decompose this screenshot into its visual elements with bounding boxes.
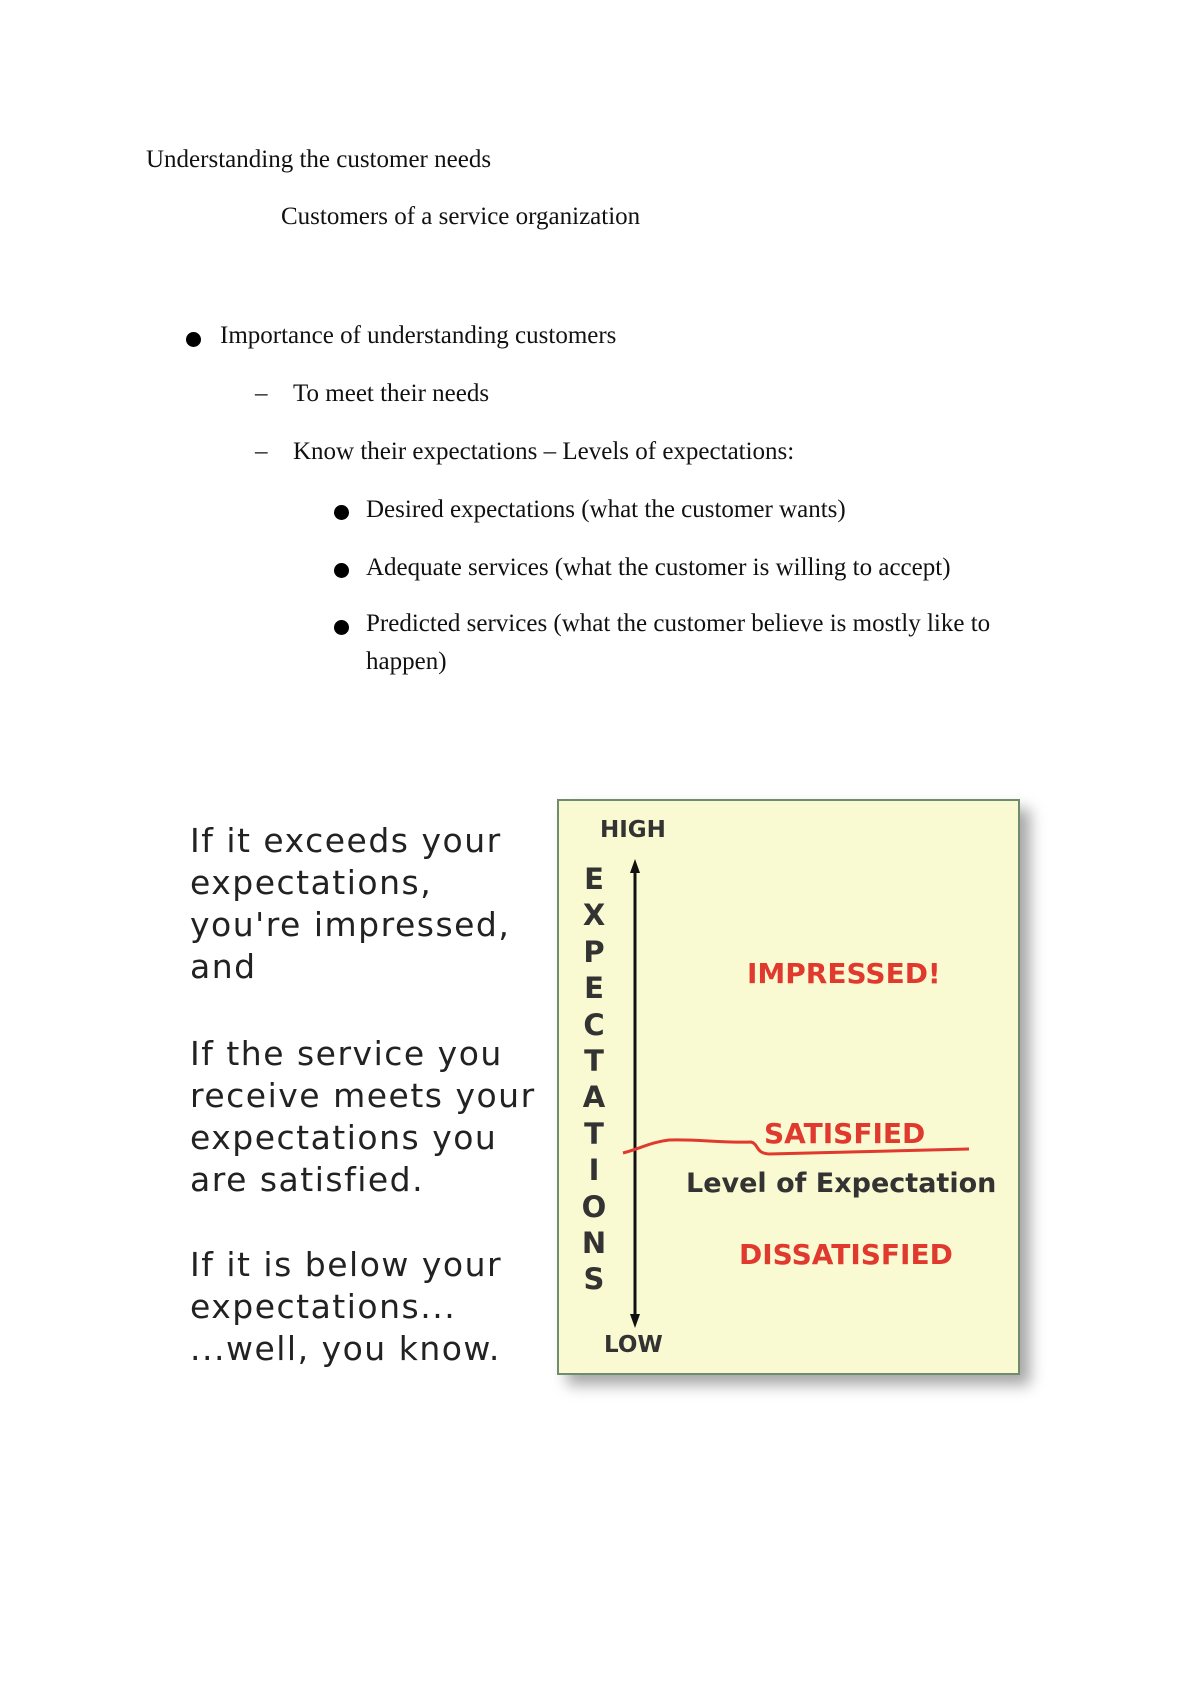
- axis-letter: T: [584, 1116, 604, 1151]
- dash-marker: –: [255, 380, 268, 407]
- axis-letter: N: [581, 1226, 607, 1261]
- satisfied-label: SATISFIED: [764, 1117, 926, 1150]
- sub-item-needs: To meet their needs: [293, 380, 490, 407]
- axis-letter: S: [583, 1262, 605, 1297]
- axis-letter: I: [588, 1153, 600, 1188]
- diagram-graphics: [559, 801, 1018, 1373]
- dash-marker: –: [255, 438, 268, 465]
- bullet-dot: [334, 620, 349, 635]
- axis-letter: C: [583, 1007, 605, 1042]
- dissatisfied-label: DISSATISFIED: [739, 1238, 953, 1271]
- axis-low-label: LOW: [604, 1332, 663, 1358]
- level-predicted: Predicted services (what the customer believe is mostly like to happen): [366, 610, 991, 675]
- axis-letter: E: [584, 971, 604, 1006]
- sub-item-expectations: Know their expectations – Levels of expectations:: [293, 438, 795, 465]
- explanation-satisfied: If the service you receive meets your expectations you are satisfied.: [190, 1034, 536, 1199]
- arrow-up-icon: [630, 859, 640, 873]
- explanation-dissatisfied: If it is below your expectations... ...well, you know.: [190, 1245, 503, 1368]
- bullet-dot: [186, 332, 201, 347]
- level-desired: Desired expectations (what the customer wants): [366, 496, 846, 523]
- explanation-impressed: If it exceeds your expectations, you're impressed, and: [190, 821, 511, 986]
- axis-letter: T: [584, 1044, 604, 1079]
- axis-letter: O: [581, 1189, 607, 1224]
- bullet-dot: [334, 563, 349, 578]
- axis-letter: A: [582, 1080, 606, 1115]
- page-title: Understanding the customer needs: [146, 146, 492, 173]
- main-bullet: Importance of understanding customers: [220, 322, 617, 349]
- level-adequate: Adequate services (what the customer is willing to accept): [366, 554, 951, 581]
- bullet-dot: [334, 505, 349, 520]
- axis-vertical-label: [579, 861, 609, 1298]
- impressed-label: IMPRESSED!: [747, 957, 941, 990]
- axis-letter: P: [583, 934, 605, 969]
- axis-high-label: HIGH: [600, 817, 666, 843]
- axis-letter: X: [582, 898, 606, 933]
- arrow-down-icon: [630, 1314, 640, 1328]
- axis-letter: E: [584, 862, 604, 896]
- expectations-diagram: [557, 799, 1020, 1375]
- level-of-expectation-label: Level of Expectation: [686, 1168, 997, 1199]
- page-subtitle: Customers of a service organization: [281, 203, 641, 230]
